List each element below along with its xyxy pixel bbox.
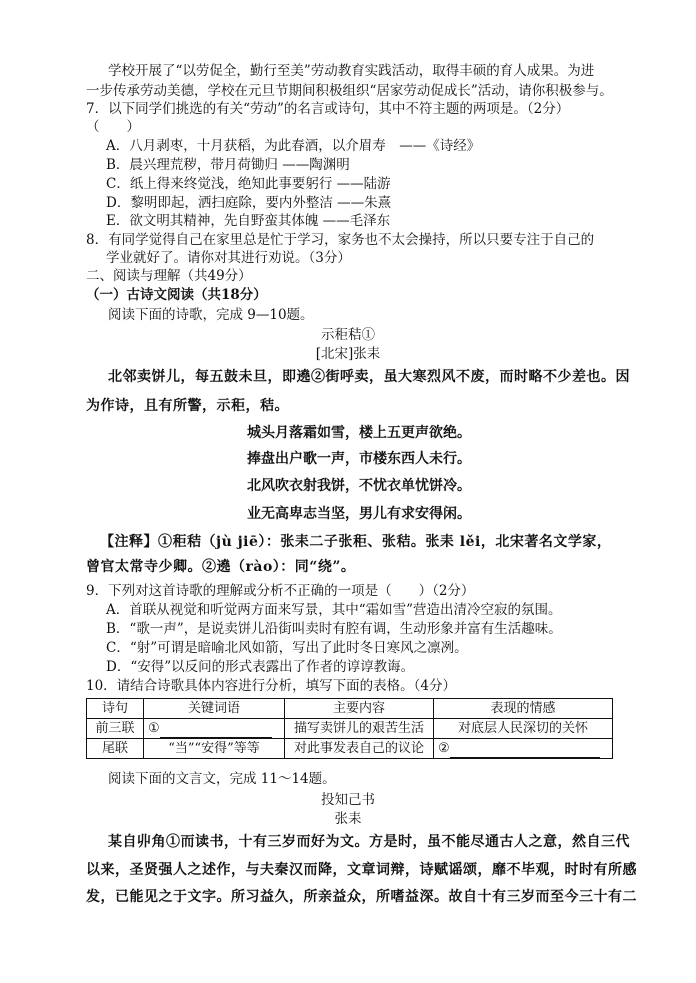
q9-stem: 9．下列对这首诗歌的理解或分析不正确的一项是（ ）（2分） (86, 583, 475, 599)
poem-instruction: 阅读下面的诗歌，完成 9—10题。 (108, 307, 314, 323)
blank-line (450, 745, 600, 758)
answer-blank-1[interactable] (144, 719, 285, 739)
table-row (87, 719, 613, 739)
q7-option-c: C．纸上得来终觉浅，绝知此事要躬行 ——陆游 (106, 176, 391, 192)
answer-blank-2[interactable] (434, 739, 613, 759)
note-label: 【注释】 (100, 534, 158, 550)
q10-stem: 10．请结合诗歌具体内容进行分析，填写下面的表格。（4分） (86, 678, 457, 694)
poem-line-3: 北风吹衣射我饼，不忧衣单忧饼冷。 (247, 478, 471, 494)
note-text-1: ①秬秸（jù jiē）：张耒二子张秬、张秸。张耒 lěi，北宋著名文学家， (158, 534, 612, 550)
q7-answer-paren: （ ） (86, 119, 140, 135)
q8-line-1: 8．有同学觉得自己在家里总是忙于学习，家务也不太会操持，所以只要专注于自己的 (86, 232, 595, 248)
intro-line-1: 学校开展了“以劳促全，勤行至美”劳动教育实践活动，取得丰硕的育人成果。为进 (108, 63, 595, 79)
prose-line-1: 某自丱角①而读书，十有三岁而好为文。方是时，虽不能尽通古人之意，然自三代 (108, 834, 630, 850)
intro-line-2: 一步传承劳动美德，学校在元旦节期间积极组织“居家劳动促成长”活动，请你积极参与。 (86, 83, 613, 99)
table-cell: 对此事发表自己的议论 (285, 739, 434, 759)
table-cell: 前三联 (87, 719, 144, 739)
q7-stem: 7．以下同学们挑选的有关“劳动”的名言或诗句，其中不符主题的两项是。（2分） (86, 101, 570, 117)
q7-option-a: A．八月剥枣，十月获稻，为此春酒，以介眉寿 ——《诗经》 (106, 138, 481, 154)
q9-option-a: A．首联从视觉和听觉两方面来写景，其中“霜如雪”营造出清冷空寂的氛围。 (106, 602, 562, 618)
q7-option-e: E．欲文明其精神，先自野蛮其体魄 ——毛泽东 (106, 213, 391, 229)
blank-line (160, 725, 272, 738)
poem-line-2: 捧盘出户歌一声，市楼东西人未行。 (247, 451, 471, 467)
poem-title: 示秬秸① (321, 327, 375, 343)
prose-author: 张耒 (334, 811, 362, 827)
poem-author: [北宋]张耒 (315, 346, 381, 362)
table-cell: 对底层人民深切的关怀 (434, 719, 613, 739)
poem-preface-1: 北邻卖饼儿，每五鼓未旦，即遶②街呼卖，虽大寒烈风不废，而时略不少差也。因 (108, 369, 630, 385)
q9-option-d: D．“安得”以反问的形式表露出了作者的谆谆教诲。 (106, 659, 415, 675)
poem-note-2: 曾官太常寺少卿。②遶（rào）：同“绕”。 (86, 559, 356, 575)
subsection-heading: （一）古诗文阅读（共18分） (86, 287, 267, 303)
prose-instruction: 阅读下面的文言文，完成 11～14题。 (108, 771, 336, 787)
blank-number: ② (438, 740, 450, 756)
table-header-cell: 表现的情感 (434, 699, 613, 719)
table-header-cell: 诗句 (87, 699, 144, 719)
poem-line-1: 城头月落霜如雪，楼上五更声欲绝。 (247, 425, 471, 441)
table-header-cell: 主要内容 (285, 699, 434, 719)
blank-number: ① (148, 720, 160, 736)
table-header-cell: 关键词语 (144, 699, 285, 719)
poem-preface-2: 为作诗，且有所警，示秬，秸。 (86, 398, 289, 414)
q10-table (86, 698, 613, 759)
table-cell: “当”“安得”等等 (144, 739, 285, 759)
q9-option-c: C．“射”可谓是暗喻北风如箭，写出了此时冬日寒风之凛冽。 (106, 640, 468, 656)
table-cell: 描写卖饼儿的艰苦生活 (285, 719, 434, 739)
q7-option-b: B．晨兴理荒秽，带月荷锄归 ——陶渊明 (106, 157, 350, 173)
poem-line-4: 业无高卑志当坚，男儿有求安得闲。 (247, 506, 471, 522)
prose-line-2: 以来，圣贤强人之述作，与夫秦汉而降，文章词辩，诗赋谣颂，靡不毕观，时时有所感 (86, 862, 637, 878)
q8-line-2: 学业就好了。请你对其进行劝说。（3分） (106, 250, 351, 266)
section-heading: 二、阅读与理解（共49分） (86, 268, 252, 284)
prose-line-3: 发，已能见之于文字。所习益久，所亲益众，所嗜益深。故自十有三岁而至今三十有二 (86, 889, 637, 905)
q9-option-b: B．“歌一声”，是说卖饼儿沿街叫卖时有腔有调，生动形象并富有生活趣味。 (106, 621, 562, 637)
table-cell: 尾联 (87, 739, 144, 759)
table-header-row (87, 699, 613, 719)
poem-note-1 (100, 533, 611, 551)
table-row (87, 739, 613, 759)
prose-title: 投知己书 (321, 792, 375, 808)
q7-option-d: D．黎明即起，洒扫庭除，要内外整洁 ——朱熹 (106, 195, 392, 211)
